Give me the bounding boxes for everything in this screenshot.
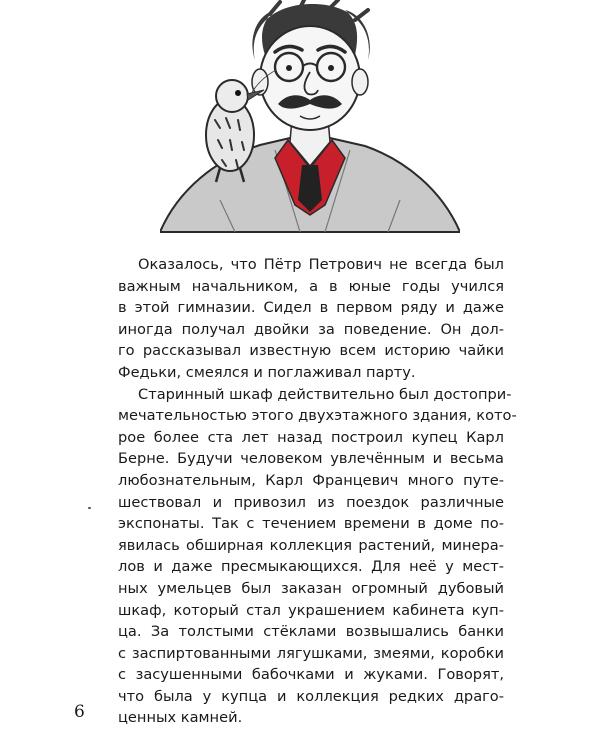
- text-line: шкаф, который стал украшением кабинета куп-: [118, 601, 504, 619]
- text-line: Берне. Будучи человеком увлечённым и весьма: [118, 450, 504, 468]
- text-line: рое более ста лет назад построил купец Карл: [118, 428, 504, 446]
- text-line: Федьки, смеялся и поглаживал парту.: [118, 363, 416, 381]
- text-line: ных умельцев был заказан огромный дубовый: [118, 579, 504, 597]
- print-speck: [88, 507, 91, 509]
- text-line: иногда получал двойки за поведение. Он дол-: [118, 320, 504, 338]
- text-line: что была у купца и коллекция редких драго-: [118, 687, 504, 705]
- body-text: [118, 254, 517, 729]
- text-line: важным начальником, а в юные годы учился: [118, 277, 504, 295]
- text-line: любознательным, Карл Францевич много путе-: [118, 471, 504, 489]
- text-line: шествовал и привозил из поездок различные: [118, 493, 504, 511]
- text-line: го рассказывал известную всем историю чайки: [118, 342, 504, 360]
- page-number: 6: [74, 702, 85, 722]
- text-line: мечательностью этого двухэтажного здания, кото-: [118, 407, 517, 425]
- text-line: экспонаты. Так с течением времени в доме по-: [118, 515, 504, 533]
- text-line: с заспиртованными лягушками, змеями, коробки: [118, 644, 504, 662]
- text-line: ценных камней.: [118, 709, 243, 727]
- text-line: с засушенными бабочками и жуками. Говорят,: [118, 666, 504, 684]
- text-line: Оказалось, что Пётр Петрович не всегда был: [138, 256, 504, 273]
- text-line: Старинный шкаф действительно был достопри-: [138, 385, 512, 403]
- illustration-man-with-bird: [160, 0, 460, 238]
- text-line: в этой гимназии. Сидел в первом ряду и даже: [118, 299, 504, 317]
- face: [260, 26, 360, 130]
- paragraph-1: [118, 254, 504, 384]
- text-line: лов и даже пресмыкающихся. Для неё у мест-: [118, 558, 504, 576]
- paragraph-2: [118, 384, 517, 730]
- text-line: ца. За толстыми стёклами возвышались банки: [118, 623, 504, 641]
- text-line: явилась обширная коллекция растений, минера-: [118, 536, 504, 554]
